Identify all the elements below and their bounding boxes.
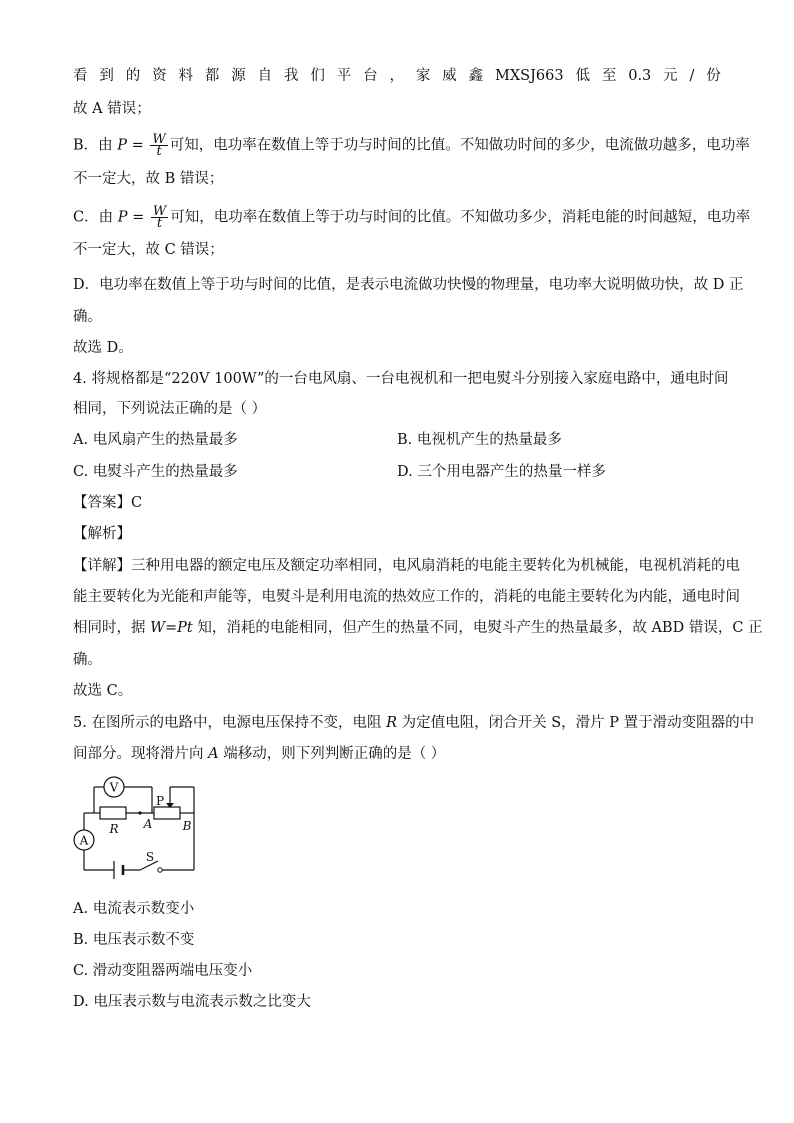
circuit-diagram [66, 770, 206, 890]
header-char: ， [389, 68, 404, 84]
switch-contact [158, 868, 162, 872]
junction-dot [138, 811, 141, 814]
fraction-w-over-t: $\frac{W}{t}$ [152, 132, 166, 159]
voltmeter-label: V [109, 780, 119, 795]
formula-w-pt: W=Pt [150, 620, 193, 636]
option-c-explanation: C．由 P = $\frac{W}{t}$ 可知，电功率在数值上等于功与时间的比值。不知做功多少，消耗电能的时间越短，电功率 [73, 204, 751, 231]
answer-tag: 【答案】 [73, 495, 131, 511]
question-4-stem: 4. 将规格都是“220V 100W”的一台电风扇、一台电视机和一把电熨斗分别接入家庭电路中，通电时间 [73, 371, 729, 387]
text-line: 确。 [73, 309, 102, 325]
q5-option-c: C. 滑动变阻器两端电压变小 [73, 963, 253, 979]
text-line: 不一定大，故 B 错误； [73, 171, 224, 187]
header-char: 源 [231, 68, 246, 84]
header-char: 看 [73, 68, 88, 84]
header-char: 至 [601, 68, 617, 84]
question-5-stem: 5. 在图所示的电路中，电源电压保持不变，电阻 R 为定值电阻，闭合开关 S，滑片 P 置于滑动变阻器的中 [73, 715, 755, 731]
header-char: 平 [336, 68, 352, 84]
question-4-stem: 相同，下列说法正确的是（ ） [73, 401, 267, 417]
header-char: 我 [284, 68, 299, 84]
header-char: 料 [178, 68, 193, 84]
q4-option-d: D. 三个用电器产生的热量一样多 [397, 464, 606, 480]
select-answer-d: 故选 D。 [73, 340, 133, 356]
detail-line: 【详解】三种用电器的额定电压及额定功率相同，电风扇消耗的电能主要转化为机械能，电视机消耗的电 [73, 558, 740, 574]
option-b-explanation: B．由 P = $\frac{W}{t}$ 可知，电功率在数值上等于功与时间的比值。不知做功时间的多少，电流做功越多，电功率 [73, 132, 750, 159]
detail-line: 确。 [73, 652, 102, 668]
header-char: 低 [575, 68, 590, 84]
rheostat-end-b: B [182, 819, 192, 833]
rheostat [154, 807, 180, 819]
header-char: 的 [125, 68, 141, 84]
slider-label-p: P [155, 794, 165, 808]
q5-option-a: A. 电流表示数变小 [73, 901, 195, 917]
answer-value: C [131, 495, 143, 511]
answer-line [73, 493, 142, 513]
header-char: 都 [204, 68, 220, 84]
ammeter-label: A [79, 833, 89, 848]
header-char: MXSJ663 [495, 68, 564, 84]
switch-label-s: S [145, 850, 155, 864]
header-watermark-line [73, 66, 721, 86]
header-char: 到 [99, 68, 114, 84]
detail-tag: 【详解】 [73, 558, 131, 574]
detail-line: 能主要转化为光能和声能等，电熨斗是利用电流的热效应工作的，消耗的电能主要转化为内能，通电时间 [73, 589, 740, 605]
text-line: 故 A 错误； [73, 101, 151, 117]
header-char: 威 [442, 68, 457, 84]
detail-line: 相同时，据 W=Pt 知，消耗的电能相同，但产生的热量不同，电熨斗产生的热量最多，故 ABD 错误，C 正 [73, 620, 763, 636]
q4-option-b: B. 电视机产生的热量最多 [397, 432, 562, 448]
q4-option-a: A. 电风扇产生的热量最多 [73, 432, 238, 448]
q4-option-c: C. 电熨斗产生的热量最多 [73, 464, 238, 480]
header-char: 台 [363, 68, 378, 84]
header-char: / [689, 68, 695, 84]
header-char: 鑫 [468, 68, 484, 84]
fraction-w-over-t: $\frac{W}{t}$ [152, 204, 167, 231]
text-line: 不一定大，故 C 错误； [73, 242, 224, 258]
resistor-r [100, 807, 126, 819]
question-5-stem: 间部分。现将滑片向 A 端移动，则下列判断正确的是（ ） [73, 746, 446, 762]
q5-option-b: B. 电压表示数不变 [73, 932, 195, 948]
header-char: 0.3 [628, 68, 652, 84]
header-char: 元 [663, 68, 678, 84]
header-char: 份 [706, 68, 721, 84]
rheostat-end-a: A [143, 817, 153, 831]
header-char: 自 [257, 68, 273, 84]
q5-option-d: D. 电压表示数与电流表示数之比变大 [73, 994, 311, 1010]
select-answer-c: 故选 C。 [73, 683, 133, 699]
resistor-label-r: R [109, 822, 119, 836]
option-d-explanation: D．电功率在数值上等于功与时间的比值，是表示电流做功快慢的物理量，电功率大说明做功快，故 D 正 [73, 277, 744, 293]
header-char: 资 [152, 68, 167, 84]
analysis-tag: 【解析】 [73, 526, 131, 542]
header-char: 家 [415, 68, 431, 84]
header-char: 们 [310, 68, 325, 84]
